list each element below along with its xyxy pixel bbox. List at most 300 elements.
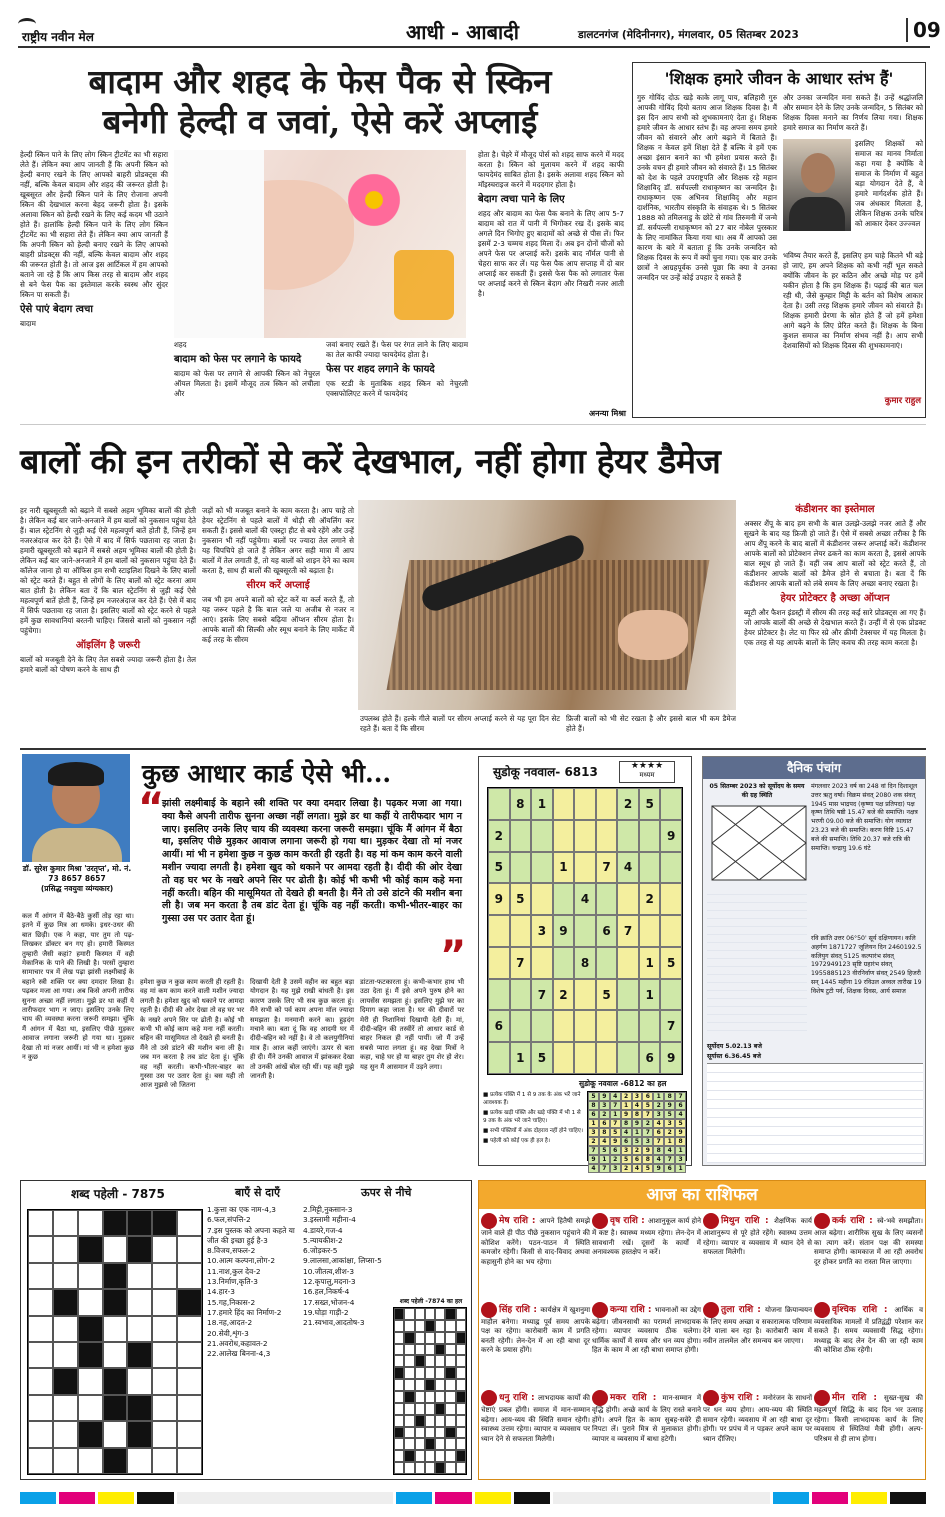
prev-crossword-cell	[425, 1427, 435, 1439]
sudoku-cell[interactable]	[488, 915, 510, 947]
crossword-cell[interactable]	[177, 1368, 202, 1394]
sudoku-cell[interactable]	[639, 915, 661, 947]
sudoku-solution-cell: 7	[664, 1155, 675, 1164]
rashi-text: कार्यक्षेत्र में खुशनुमा माहौल बनेगा। मध्याह्न पूर्व समय आपके पक्ष का रहेगा। कारोबारी काम में प्रगति बनती रहेगी। लेन-देन में आ रही बाधा दूर करने के प्रयास होंगे।	[481, 1305, 591, 1355]
crossword-cell[interactable]	[53, 1289, 78, 1315]
sudoku-cell[interactable]	[574, 820, 596, 852]
clue-across: 21.अवरोध,कहावत-2	[207, 1338, 268, 1348]
article3-col3-sub2: हेयर प्रोटेक्टर है अच्छा ऑप्शन	[780, 593, 890, 604]
prev-crossword-cell	[445, 1391, 455, 1403]
sudoku-cell[interactable]: 9	[660, 820, 682, 852]
sudoku-solution-cell: 6	[610, 1146, 621, 1155]
sudoku-cell[interactable]: 5	[488, 852, 510, 884]
sudoku-cell[interactable]: 9	[553, 915, 575, 947]
masthead	[18, 16, 941, 48]
crossword-cell[interactable]	[28, 1368, 53, 1394]
sudoku-cell[interactable]	[531, 1010, 553, 1042]
sudoku-rules	[483, 1091, 583, 1163]
sudoku-cell[interactable]	[660, 883, 682, 915]
sudoku-cell[interactable]: 6	[596, 915, 618, 947]
rashi-text: लाभदायक कार्यों की चेष्टाएं प्रबल होंगी। समाज में मान-सम्मान बढ़ेगा। आय-व्यय की स्थिति समान रहेगी। स्वास्थ्य उत्तम रहेगा। व्यापार व व्यवसाय पर ध्यान देने से सफलता मिलेगी।	[481, 1394, 590, 1443]
sudoku-solution-cell: 6	[664, 1164, 675, 1173]
rashifal-grid	[481, 1213, 923, 1477]
sudoku-solution-cell: 6	[675, 1101, 686, 1110]
crossword-cell[interactable]	[103, 1342, 128, 1368]
sudoku-cell[interactable]: 6	[639, 1042, 661, 1074]
prev-crossword-cell	[404, 1403, 414, 1415]
sudoku-solution-cell: 7	[588, 1146, 599, 1155]
crossword-cell[interactable]	[53, 1448, 78, 1474]
article4-col3: दिखायी देती है उसमें वहीन का बहुत बड़ा योगदान है। यह मुझे राखी बांधती है। इस कारण उसके लिए भी सब कुछ करता हूं। मैंने सभी को पर्व काम अपना मॉल ज्यादा समझता है। मनमानी करने का। हुड़दंग मचाने का। बता दूं कि वह आदमी घर में दीदी-बहिन को नहीं है। वे तो कलयुगीनियां मात्र हैं। आज कहीं जाएंगे। ऊपर से बता ही दी। मैंने उनकी आवाज में झांककर देखा तो उनकी आंखें बोल रही थीं। यह वही मुझे जानती है।	[250, 978, 354, 1081]
sudoku-cell[interactable]	[488, 1042, 510, 1074]
crossword-cell[interactable]	[28, 1289, 53, 1315]
crossword-cell[interactable]	[28, 1263, 53, 1289]
crossword-cell[interactable]	[177, 1421, 202, 1447]
sudoku-cell[interactable]: 5	[639, 788, 661, 820]
sudoku-level-badge: ★★★★ मध्यम	[619, 761, 675, 783]
crossword-cell[interactable]	[53, 1316, 78, 1342]
prev-crossword-cell	[404, 1320, 414, 1332]
prev-crossword-cell	[415, 1403, 425, 1415]
panchang-sub: 05 सितम्बर 2023 को सूर्योदय के समय की ग्रह स्थिति	[709, 783, 805, 799]
crossword-grid[interactable]	[27, 1209, 203, 1475]
sudoku-cell[interactable]: 5	[510, 883, 532, 915]
sudoku-cell[interactable]	[617, 1042, 639, 1074]
rashi-text: भावनाओं का उद्देग बढ़ेगा। जीवनसाथी का परामर्श लाभदायक रहेगा। व्यापार व्यवसाय ठीक चलेगा। धार्मिक कार्यों में समय और धन व्यय होगा। हित के काम में आ रही बाधा समाप्त होगी।	[592, 1305, 701, 1355]
article4-quote: झांसी लक्ष्मीबाई के बहाने स्त्री शक्ति पर क्या दमदार लिखा है। पढ़कर मजा आ गया। क्या कैसे अपनी तारीफ सुनना अच्छा नहीं लगता। मुझे डर था कहीं ये तारीफदार भाग न जाए। इसलिए उनके लिए चाय की व्यवस्था करना जरूरी समझा। चूंकि मैं आंगन में बैठा था, इसलिए पीछे मुड़कर आवाज लगाना जरूरी हो गया था। मुड़कर देखा तो मां नजर आयीं। मां भी न हमेशा कुछ न कुछ काम करती ही रहती है। वह मां कम काम करने वाली मशीन ज्यादा लगती है। हमेशा खुद को थकाने पर आमदा रहती है। दीदी की ओर देखा तो वह घर भर के नखरे अपने सिर पर ढोती है। कोई भी कभी भी कोई काम कहे मना नहीं करती। बहिन की मासूमियत तो देखते ही बनती है। मैंने तो उसे डांटने की मशीन बना ली है। जब मन करता है तब डांट देता हूं। चूंकि वह नहीं करती। कभी-भीतर-बाहर का गुस्सा उस पर उतार देता हूं।	[162, 798, 462, 925]
prev-crossword-cell	[435, 1308, 445, 1320]
sudoku-cell[interactable]: 7	[660, 1010, 682, 1042]
sudoku-cell[interactable]	[574, 979, 596, 1011]
article1-col2b-sub: फेस पर शहद लगाने के फायदे	[326, 364, 435, 375]
crossword-cell[interactable]	[78, 1210, 103, 1236]
sudoku-cell[interactable]: 8	[574, 947, 596, 979]
sudoku-cell[interactable]: 1	[510, 1042, 532, 1074]
sudoku-cell[interactable]	[553, 883, 575, 915]
crossword-cell[interactable]	[152, 1342, 177, 1368]
sudoku-cell[interactable]	[660, 915, 682, 947]
sudoku-cell[interactable]: 2	[639, 883, 661, 915]
article4-col4: डांटता-फटकारता हूं। कभी-कभार हाथ भी उठा देता हूं। मैं इसे अपने पुरुष होने का लायसेंस समझता हूं। इसलिए मुझे घर का दिमाग कहा जाता है। घर की दीवारों पर मेरी ही निशानियां दिखायी देती हैं। मां, दीदी-बहिन की तस्वीरें तो आधार कार्ड से बाहर निकल ही नहीं पायीं। जो मैं उन्हें सबसे प्यारा लगता हूं। वह देखा मित्रों ने कहा, चाहे घर हो या बाहर तुम शेर हो शेर। यह सुन मैं आसमान में उड़ने लगा।	[360, 978, 464, 1071]
sudoku-cell[interactable]	[596, 883, 618, 915]
sudoku-cell[interactable]	[639, 852, 661, 884]
rashi-text: शैक्षणिक कार्य आशानुरूप से पूरे होते रहेंगे। स्वास्थ्य उत्तम रहेगा। व्यापार व व्यवसाय में ध्यान देने से सफलता मिलेगी।	[703, 1217, 812, 1256]
crossword-cell[interactable]	[53, 1342, 78, 1368]
prev-crossword-cell	[425, 1391, 435, 1403]
crossword-cell[interactable]	[177, 1289, 202, 1315]
crossword-cell[interactable]	[177, 1263, 202, 1289]
sudoku-solution-cell: 4	[632, 1164, 643, 1173]
prev-crossword-cell	[456, 1355, 466, 1367]
prev-crossword-cell	[425, 1450, 435, 1462]
sudoku-cell[interactable]	[553, 820, 575, 852]
sudoku-cell[interactable]	[574, 788, 596, 820]
sudoku-solution-cell: 2	[599, 1110, 610, 1119]
crossword-cell[interactable]	[152, 1368, 177, 1394]
rashi-text: स्वे-भवे समझौता। आज बढ़ेगा। शारीरिक सुख के लिए व्यसनों का त्याग करें। संतान पक्ष की समस्या समाप्त होगी। कामकाज में आ रही अवरोध दूर होकर प्रगति का रास्ता मिल जाएगा।	[814, 1217, 923, 1266]
crossword-cell[interactable]	[127, 1210, 152, 1236]
crossword-cell[interactable]	[127, 1236, 152, 1262]
crossword-cell[interactable]	[152, 1210, 177, 1236]
prev-crossword-cell	[425, 1438, 435, 1450]
clue-down: 16.हल,निकर्ष-4	[303, 1287, 350, 1297]
crossword-cell[interactable]	[103, 1210, 128, 1236]
sudoku-cell[interactable]: 7	[510, 947, 532, 979]
crossword-cell[interactable]	[152, 1289, 177, 1315]
crossword-cell[interactable]	[53, 1368, 78, 1394]
rashi-card	[814, 1390, 923, 1477]
prev-crossword-cell	[425, 1379, 435, 1391]
crossword-cell[interactable]	[28, 1421, 53, 1447]
prev-crossword-cell	[435, 1367, 445, 1379]
rashi-card	[592, 1213, 701, 1300]
crossword-cell[interactable]	[152, 1236, 177, 1262]
sudoku-cell[interactable]: 9	[660, 1042, 682, 1074]
prev-crossword-cell	[456, 1379, 466, 1391]
sudoku-solution-cell: 5	[621, 1155, 632, 1164]
sudoku-cell[interactable]	[510, 979, 532, 1011]
rashi-name: मीन राशि :	[832, 1393, 885, 1404]
prev-crossword-cell	[435, 1379, 445, 1391]
sudoku-cell[interactable]	[574, 1010, 596, 1042]
article1-col2-sub: बादाम को फेस पर लगाने के फायदे	[174, 354, 302, 365]
sudoku-solution-cell: 1	[675, 1146, 686, 1155]
crossword-cell[interactable]	[28, 1395, 53, 1421]
clue-across: 22.आलेख बिनना-4,3	[207, 1349, 271, 1359]
crossword-cell[interactable]	[127, 1368, 152, 1394]
sudoku-cell[interactable]	[553, 947, 575, 979]
crossword-cell[interactable]	[28, 1448, 53, 1474]
sudoku-solution-cell: 5	[642, 1101, 653, 1110]
paper-name: राष्ट्रीय नवीन मेल	[22, 30, 94, 44]
sudoku-cell[interactable]: 1	[639, 979, 661, 1011]
sudoku-rule: ■ प्रत्येक खड़ी पंक्ति और खड़े पंक्ति में भी 1 से 9 तक के अंक भरे जाने चाहिए।	[483, 1110, 581, 1124]
crossword-cell[interactable]	[78, 1368, 103, 1394]
sudoku-cell[interactable]	[531, 883, 553, 915]
prev-crossword-cell	[445, 1403, 455, 1415]
prev-crossword-cell	[456, 1450, 466, 1462]
sudoku-cell[interactable]	[596, 820, 618, 852]
clue-down: 6.जोड़कर-5	[303, 1246, 338, 1256]
prev-crossword-cell	[415, 1344, 425, 1356]
sudoku-cell[interactable]: 1	[553, 852, 575, 884]
sudoku-solution-cell: 1	[632, 1128, 643, 1137]
sudoku-grid[interactable]	[487, 787, 683, 1075]
crossword-cell[interactable]	[28, 1236, 53, 1262]
prev-crossword-grid	[393, 1307, 467, 1475]
panchang-text2: रवि क्रांति उत्तर 06°50' सूर्य दक्षिणायन। कलि अहर्गण 1871727 जूलियन दिन 2460192.5 कलियुग संवत् 5125 कल्पारंभ संवत् 1972949123 सृष्टि ग्रहारंभ संवत् 1955885123 वीरनिर्वाण संवत् 2549 हिजरी सन् 1445 महीना 19 रविउल अव्वल तारीख 19 विशेष टुटी पर्व, शिक्षक दिवस, आर्य समाज	[811, 935, 922, 995]
sudoku-solution-cell: 4	[632, 1101, 643, 1110]
sudoku-cell[interactable]	[596, 947, 618, 979]
crossword-cell[interactable]	[103, 1289, 128, 1315]
sudoku-cell[interactable]: 7	[531, 979, 553, 1011]
article1-col3-sub: बेदाग त्वचा पाने के लिए	[478, 194, 565, 205]
sudoku-cell[interactable]: 2	[553, 979, 575, 1011]
crossword-cell[interactable]	[152, 1316, 177, 1342]
prev-crossword-cell	[415, 1427, 425, 1439]
prev-crossword-cell	[415, 1355, 425, 1367]
prev-crossword-cell	[435, 1320, 445, 1332]
sudoku-cell[interactable]	[553, 1010, 575, 1042]
sudoku-cell[interactable]	[488, 947, 510, 979]
color-registration-bar	[20, 1492, 926, 1504]
sudoku-cell[interactable]: 9	[488, 883, 510, 915]
sudoku-solution-cell: 3	[675, 1155, 686, 1164]
face-pack-photo	[174, 150, 466, 338]
across-clues	[207, 1205, 299, 1477]
prev-crossword-cell	[456, 1344, 466, 1356]
sudoku-cell[interactable]	[617, 947, 639, 979]
sudoku-cell[interactable]	[574, 852, 596, 884]
sudoku-solution-cell: 3	[621, 1146, 632, 1155]
article1-col1-sub: ऐसे पाएं बेदाग त्वचा	[20, 304, 93, 315]
rashi-card	[703, 1302, 812, 1389]
sudoku-cell[interactable]: 6	[488, 1010, 510, 1042]
sudoku-cell[interactable]: 3	[531, 915, 553, 947]
rashi-name: मकर राशि :	[610, 1393, 663, 1404]
article3-col3-sub: कंडीशनर का इस्तेमाल	[795, 504, 875, 515]
article4-col1: कल मैं आंगन में बैठे-बैठे कुर्सी तोड़ रहा था। इतने में कुछ मित्र आ धमके। इधर-उधर की बात छिड़ी। एक ने कहा, यार तुम तो पढ़-लिखकर डॉक्टर बन गए हो। हमारी किस्मत तुम्हारी जैसी कहां? हमारी किस्मत में वही मेकानिक के पाने की लिखी है। परसों तुम्हारा सामाचार पत्र में लेख पढ़ा झांसी लक्ष्मीबाई के बहाने स्त्री शक्ति पर क्या दमदार लिखा है। पढ़कर मजा आ गया। अब किसे अपनी तारीफ सुनना अच्छा नहीं लगता। मुझे डर था कहीं ये तारीफदार भाग न जाए। इसलिए उनके लिए चाय की व्यवस्था करना जरूरी समझा। चूंकि मैं आंगन में बैठा था, इसलिए पीछे मुड़कर आवाज लगाना जरूरी हो गया था। मुड़कर देखा तो मां नजर आयीं। मां भी न हमेशा कुछ न कुछ	[22, 912, 134, 1062]
prev-crossword-cell	[404, 1379, 414, 1391]
sudoku-cell[interactable]	[660, 852, 682, 884]
prev-crossword-cell	[435, 1344, 445, 1356]
sudoku-cell[interactable]	[596, 1042, 618, 1074]
prev-crossword-cell	[435, 1462, 445, 1474]
rashi-text: आर्थिक व व्यवसायिक मामलों में प्रतिद्वंद्वी परेशान कर सकते हैं। समय व्यवसायी सिद्ध रहेगा। मध्याह्न के बाद लेन देन की जा रही काम की कोशिश ठीक रहेगी।	[814, 1305, 923, 1355]
prev-crossword-cell	[456, 1332, 466, 1344]
sudoku-cell[interactable]	[510, 852, 532, 884]
sudoku-cell[interactable]	[617, 979, 639, 1011]
sudoku-cell[interactable]	[617, 1010, 639, 1042]
sudoku-cell[interactable]	[510, 820, 532, 852]
sudoku-solution-cell: 5	[599, 1146, 610, 1155]
sudoku-cell[interactable]	[574, 915, 596, 947]
prev-crossword-cell	[425, 1320, 435, 1332]
prev-crossword-cell	[425, 1403, 435, 1415]
crossword-cell[interactable]	[78, 1342, 103, 1368]
prev-crossword-cell	[415, 1391, 425, 1403]
crossword-cell[interactable]	[78, 1421, 103, 1447]
prev-crossword-title: शब्द पहेली -7874 का हल	[399, 1298, 463, 1305]
prev-crossword-cell	[445, 1462, 455, 1474]
crossword-cell[interactable]	[152, 1421, 177, 1447]
sudoku-cell[interactable]: 2	[488, 820, 510, 852]
sudoku-cell[interactable]: 5	[531, 1042, 553, 1074]
prev-crossword-cell	[394, 1367, 404, 1379]
clue-across: 7.इस पुस्तक को अपना कहते या जीत की इच्छा हुई है-3	[207, 1225, 295, 1245]
zodiac-icon	[481, 1302, 497, 1318]
sudoku-cell[interactable]: 5	[596, 979, 618, 1011]
crossword-cell[interactable]	[53, 1210, 78, 1236]
sudoku-cell[interactable]: 1	[639, 947, 661, 979]
crossword-cell[interactable]	[127, 1316, 152, 1342]
sudoku-cell[interactable]	[488, 979, 510, 1011]
crossword-title: शब्द पहेली - 7875	[71, 1187, 165, 1201]
crossword-cell[interactable]	[127, 1448, 152, 1474]
crossword-cell[interactable]	[78, 1263, 103, 1289]
sudoku-solution-cell: 5	[588, 1092, 599, 1101]
sudoku-cell[interactable]	[660, 788, 682, 820]
prev-crossword-cell	[394, 1355, 404, 1367]
prev-crossword-cell	[425, 1332, 435, 1344]
crossword-cell[interactable]	[177, 1210, 202, 1236]
sudoku-cell[interactable]	[553, 788, 575, 820]
crossword-cell[interactable]	[127, 1263, 152, 1289]
sudoku-solution-cell: 1	[588, 1119, 599, 1128]
prev-crossword-cell	[445, 1367, 455, 1379]
prev-crossword-cell	[445, 1320, 455, 1332]
sudoku-cell[interactable]	[617, 820, 639, 852]
crossword-cell[interactable]	[78, 1236, 103, 1262]
sudoku-cell[interactable]	[531, 947, 553, 979]
sudoku-cell[interactable]	[596, 1010, 618, 1042]
prev-crossword-cell	[425, 1415, 435, 1427]
sudoku-cell[interactable]	[553, 1042, 575, 1074]
rashi-name: वृष राशि :	[610, 1216, 648, 1226]
rashi-text: मनोरंजन के साधनों पर धन व्यय होगा। आय-व्यय की स्थिति समान रहेगी। व्यवसाय में आ रही बाधा दूर होगी। पर प्रपंच में न पड़कर अपने काम पर ध्यान दीजिए।	[703, 1394, 813, 1443]
sudoku-cell[interactable]	[639, 820, 661, 852]
crossword-cell[interactable]	[177, 1395, 202, 1421]
sudoku-solution-cell: 8	[642, 1155, 653, 1164]
crossword-cell[interactable]	[53, 1236, 78, 1262]
clue-across: 11.नाश,कुल देव-2	[207, 1266, 261, 1276]
prev-crossword-cell	[445, 1332, 455, 1344]
prev-crossword-cell	[404, 1427, 414, 1439]
article3-col3: कंडीशनर का इस्तेमाल अक्सर शैंपू के बाद हम सभी के बाल उलझे-उलझे नजर आते हैं और सूखने के बाद यह फ्रिजी हो जाते हैं। ऐसे में सबसे अच्छा तरीका है कि आप शैंपू करने के बाद बालों में कंडीशनर जरूर अप्लाई करें। कंडीशनर आपके बालों को प्रोटेक्शन लेयर ढकने का काम करता है, इससे आपके बाल स्मूथ हो जाते हैं। वहीं जब आप बालों को स्ट्रेट करते हैं, तो कंडीशनर आपके बालों को डैमेज होने से बचाता है। बता दें कि कंडीशनर आपके बालों को लंबे समय के लिए अच्छा बनाए रखता है। हेयर प्रोटेक्टर है अच्छा ऑप्शन ब्यूटी और फैशन इंडस्ट्री में सीरम की तरह कई सारे प्रोडक्ट्स आ गए हैं। जो आपके बालों की अच्छे से देखभाल करते हैं। उन्हीं में से एक प्रोडक्ट हेयर प्रोटेक्टर है। लेट या फिर स्प्रे और क्रीमी टेक्सचर में यह मिलता है। एक तरह से यह आपके बालों के लिए कवच की तरह काम करता है।	[744, 504, 926, 647]
sudoku-cell[interactable]: 4	[617, 852, 639, 884]
sudoku-solution-cell: 7	[599, 1164, 610, 1173]
sudoku-solution-cell: 8	[621, 1119, 632, 1128]
crossword-cell[interactable]	[177, 1316, 202, 1342]
sudoku-cell[interactable]: 7	[596, 852, 618, 884]
hand-shape	[618, 610, 688, 660]
clue-down: 21.स्वभाव,आदतोष-3	[303, 1318, 365, 1328]
crossword-cell[interactable]	[103, 1316, 128, 1342]
article3-col2-sub: सीरम करें अप्लाई	[246, 580, 310, 591]
crossword-cell[interactable]	[53, 1395, 78, 1421]
crossword-cell[interactable]	[103, 1263, 128, 1289]
prev-crossword-cell	[404, 1462, 414, 1474]
sudoku-solution-cell: 5	[664, 1110, 675, 1119]
crossword-cell[interactable]	[28, 1342, 53, 1368]
sudoku-cell[interactable]	[596, 788, 618, 820]
sudoku-cell[interactable]	[531, 820, 553, 852]
sudoku-solution-cell: 5	[610, 1128, 621, 1137]
prev-crossword-cell	[415, 1450, 425, 1462]
rashifal-title: आज का राशिफल	[479, 1181, 925, 1209]
prev-crossword-cell	[435, 1415, 445, 1427]
sudoku-solution-cell: 9	[588, 1155, 599, 1164]
sudoku-cell[interactable]: 8	[510, 788, 532, 820]
crossword-cell[interactable]	[28, 1210, 53, 1236]
sudoku-solution-cell: 3	[653, 1110, 664, 1119]
article3-title: बालों की इन तरीकों से करें देखभाल, नहीं होगा हेयर डैमेज	[20, 442, 721, 482]
prev-crossword-cell	[445, 1415, 455, 1427]
sudoku-cell[interactable]	[660, 979, 682, 1011]
crossword-cell[interactable]	[152, 1395, 177, 1421]
sudoku-cell[interactable]	[531, 852, 553, 884]
crossword-cell[interactable]	[152, 1448, 177, 1474]
down-heading: ऊपर से नीचे	[361, 1186, 412, 1199]
crossword-cell[interactable]	[103, 1236, 128, 1262]
prev-crossword-cell	[404, 1450, 414, 1462]
rashi-card	[814, 1213, 923, 1300]
sudoku-cell[interactable]	[510, 1010, 532, 1042]
crossword-cell[interactable]	[127, 1395, 152, 1421]
clue-down: 3.इस्लामी महीना-4	[303, 1215, 356, 1225]
sudoku-cell[interactable]	[639, 1010, 661, 1042]
crossword-cell[interactable]	[53, 1263, 78, 1289]
sudoku-cell[interactable]	[617, 883, 639, 915]
rashi-card	[814, 1302, 923, 1389]
crossword-cell[interactable]	[53, 1421, 78, 1447]
crossword-cell[interactable]	[127, 1421, 152, 1447]
prev-crossword-cell	[445, 1427, 455, 1439]
dateline: डालटनगंज (मेदिनीनगर), मंगलवार, 05 सितम्बर 2023	[578, 29, 799, 41]
crossword-cell[interactable]	[78, 1395, 103, 1421]
prev-crossword-cell	[425, 1308, 435, 1320]
crossword-cell[interactable]	[78, 1289, 103, 1315]
crossword-cell[interactable]	[78, 1316, 103, 1342]
sudoku-solution-cell: 8	[588, 1101, 599, 1110]
crossword-cell[interactable]	[127, 1342, 152, 1368]
sudoku-solution-cell: 6	[632, 1155, 643, 1164]
crossword-cell[interactable]	[103, 1368, 128, 1394]
prev-crossword-cell	[456, 1391, 466, 1403]
prev-crossword-cell	[394, 1438, 404, 1450]
clue-down: 12.कृपालु,मदना-3	[303, 1277, 356, 1287]
prev-crossword-cell	[394, 1344, 404, 1356]
clue-down: 9.लालसा,आकांक्षा, लिप्सा-5	[303, 1256, 382, 1266]
crossword-cell[interactable]	[177, 1236, 202, 1262]
crossword-cell[interactable]	[127, 1289, 152, 1315]
prev-crossword-cell	[415, 1415, 425, 1427]
rashi-text: आशानुकूल कार्य होने में कष्ट है। स्वास्थ्य मध्यम रहेगा। लेन-देन में सावधानी रखें। दूसरों के कार्यों में अनावश्यक हस्तक्षेप न करें।	[592, 1217, 701, 1256]
crossword-cell[interactable]	[152, 1263, 177, 1289]
sudoku-cell[interactable]: 1	[531, 788, 553, 820]
crossword-cell[interactable]	[103, 1395, 128, 1421]
sudoku-rule: ■ प्रत्येक पंक्ति में 1 से 9 तक के अंक भरें जाने आवश्यक हैं।	[483, 1092, 581, 1106]
sudoku-solution-cell: 9	[642, 1146, 653, 1155]
sudoku-cell[interactable]: 4	[574, 883, 596, 915]
zodiac-icon	[814, 1390, 830, 1406]
rashi-name: मिथुन राशि :	[721, 1216, 775, 1226]
sudoku-solution-grid	[587, 1091, 687, 1172]
prev-crossword-cell	[456, 1403, 466, 1415]
sudoku-cell[interactable]	[488, 788, 510, 820]
prev-crossword-cell	[435, 1391, 445, 1403]
crossword-cell[interactable]	[103, 1421, 128, 1447]
flower-icon	[344, 170, 404, 230]
rashi-card	[592, 1302, 701, 1389]
sudoku-cell[interactable]: 7	[617, 915, 639, 947]
zodiac-icon	[814, 1213, 830, 1229]
sudoku-solution-cell: 4	[588, 1164, 599, 1173]
crossword-cell[interactable]	[177, 1448, 202, 1474]
rashi-name: तुला राशि :	[721, 1304, 766, 1315]
sudoku-panel	[478, 756, 692, 1172]
sudoku-cell[interactable]: 2	[617, 788, 639, 820]
sudoku-cell[interactable]	[510, 915, 532, 947]
clue-across: 8.विजय,सफल-2	[207, 1246, 256, 1256]
crossword-cell[interactable]	[28, 1316, 53, 1342]
sudoku-cell[interactable]: 5	[660, 947, 682, 979]
panchang-text: मंगलवार 2023 वर्ष का 248 वां दिन दिशाशूल उत्तर ऋतु वर्षा। विक्रम संवत् 2080 शक संवत् 1945 मास भाद्रपद (कृष्णा पक्ष प्रतिपदा) पक्ष कृष्ण तिथि षष्ठी 15.47 बजे की समाप्ति। नक्षत्र भरणी 09.00 बजे की समाप्ति। योग व्याघात 23.23 बजे की समाप्ति। करण विष्टि 15.47 बजे की समाप्ति। तिथि 20.37 बजे रात्रि की समाप्ति। चन्द्रायु 19.6 घंटे	[811, 783, 918, 852]
sudoku-cell[interactable]	[574, 1042, 596, 1074]
crossword-cell[interactable]	[177, 1342, 202, 1368]
crossword-cell[interactable]	[103, 1448, 128, 1474]
crossword-cell[interactable]	[78, 1448, 103, 1474]
